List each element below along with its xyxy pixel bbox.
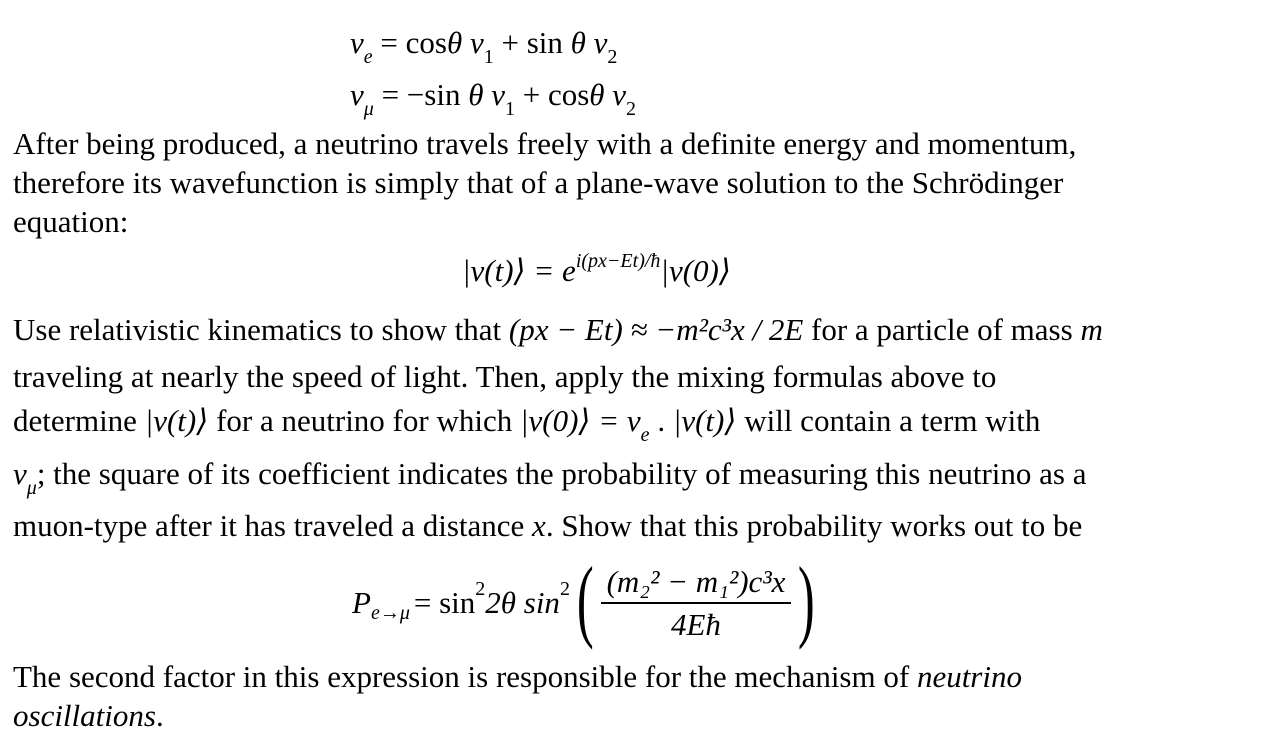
probability-lhs: P [352,585,371,621]
paragraph-2-line-4 [13,455,1087,499]
paragraph-1-line-2: therefore its wavefunction is simply that of a plane-wave solution to the Schrödinger [13,165,1064,200]
nu-mu-theta1: θ [468,77,484,112]
probability-lhs-sub: e→μ [370,602,410,624]
p3-line1-text: The second factor in this expression is responsible for the mechanism of [13,659,917,694]
left-paren: ( [576,548,594,650]
equation-plane-wave [462,252,731,289]
equation-probability [352,548,822,658]
nu-mu-nu2-sub: 2 [626,98,637,120]
p2-line5-x: x [532,508,546,543]
p2-line3-text-b: for a neutrino for which [208,403,520,438]
nu-mu-symbol: ν [350,77,364,112]
equation-nu-mu [350,76,637,120]
p2-line4-subscript: μ [26,477,37,499]
nu-mu-rhs-part1: = −sin [373,77,469,112]
probability-sup1: 2 [475,578,486,600]
paragraph-3-line-1 [13,658,1022,695]
p2-line3-text-c: . [649,403,673,438]
p2-line4-text: ; the square of its coefficient indicates the probability of measuring this neutrino as a [36,456,1087,491]
plane-wave-rhs: |ν(0)⟩ [660,253,731,288]
nu-e-nu2-sub: 2 [607,46,618,68]
p2-line4-symbol: ν [13,456,27,491]
paragraph-2-line-5 [13,507,1082,544]
p2-line1-math: (px − Et) ≈ −m²c³x / 2E [508,312,804,347]
equation-nu-e [350,24,618,68]
p3-line2-end: . [155,698,164,733]
plane-wave-exponent: i(px−Et)/ħ [575,250,661,272]
nu-mu-rhs-part2: + cos [514,77,590,112]
nu-e-nu1: ν [469,25,484,60]
nu-mu-nu2: ν [604,77,627,112]
nu-e-rhs-part1: = cos [372,25,447,60]
right-paren: ) [798,548,816,650]
probability-fraction [601,563,792,643]
p2-line3-math2: |ν(0)⟩ = ν [519,403,641,438]
nu-mu-nu1-sub: 1 [504,98,515,120]
paragraph-1-line-3: equation: [13,204,129,239]
p2-line1-mass: m [1080,312,1103,347]
nu-mu-nu1: ν [483,77,505,112]
p2-line3-text-d: will contain a term with [736,403,1041,438]
p2-line3-text-a: determine [13,403,145,438]
paragraph-2-line-2: traveling at nearly the speed of light. Then, apply the mixing formulas above to [13,359,997,394]
nu-e-nu2: ν [585,25,608,60]
p2-line3-math3: |ν(t)⟩ [672,403,737,438]
probability-denominator: 4Eħ [671,607,721,642]
nu-e-nu1-sub: 1 [483,46,494,68]
p2-line3-math1: |ν(t)⟩ [144,403,209,438]
p2-line1-text-b: for a particle of mass [803,312,1081,347]
plane-wave-lhs: |ν(t)⟩ = e [462,253,576,288]
nu-e-subscript: e [363,46,373,68]
probability-sup2: 2 [559,578,570,600]
probability-middle2: 2θ sin [485,585,560,621]
paragraph-2-line-1 [13,311,1103,348]
p2-line5-text-a: muon-type after it has traveled a distance [13,508,533,543]
nu-e-theta2: θ [570,25,586,60]
probability-middle: = sin [413,585,476,621]
p3-line1-italic: neutrino [916,659,1022,694]
p3-line2-italic: oscillations [13,698,156,733]
paragraph-2-line-3 [13,402,1041,446]
paragraph-1-line-1: After being produced, a neutrino travels freely with a definite energy and momentum, [13,126,1077,161]
nu-e-theta1: θ [446,25,463,60]
nu-e-symbol: ν [350,25,364,60]
nu-mu-theta2: θ [589,77,605,112]
p2-line5-text-b: . Show that this probability works out to be [545,508,1083,543]
p2-line1-text-a: Use relativistic kinematics to show that [13,312,509,347]
probability-numerator: (m₂² − m₁²)c³x [601,563,792,604]
p2-line3-sub: e [640,424,650,446]
paragraph-3-line-2 [13,697,164,734]
nu-e-rhs-part2: + sin [493,25,571,60]
nu-mu-subscript: μ [363,98,374,120]
